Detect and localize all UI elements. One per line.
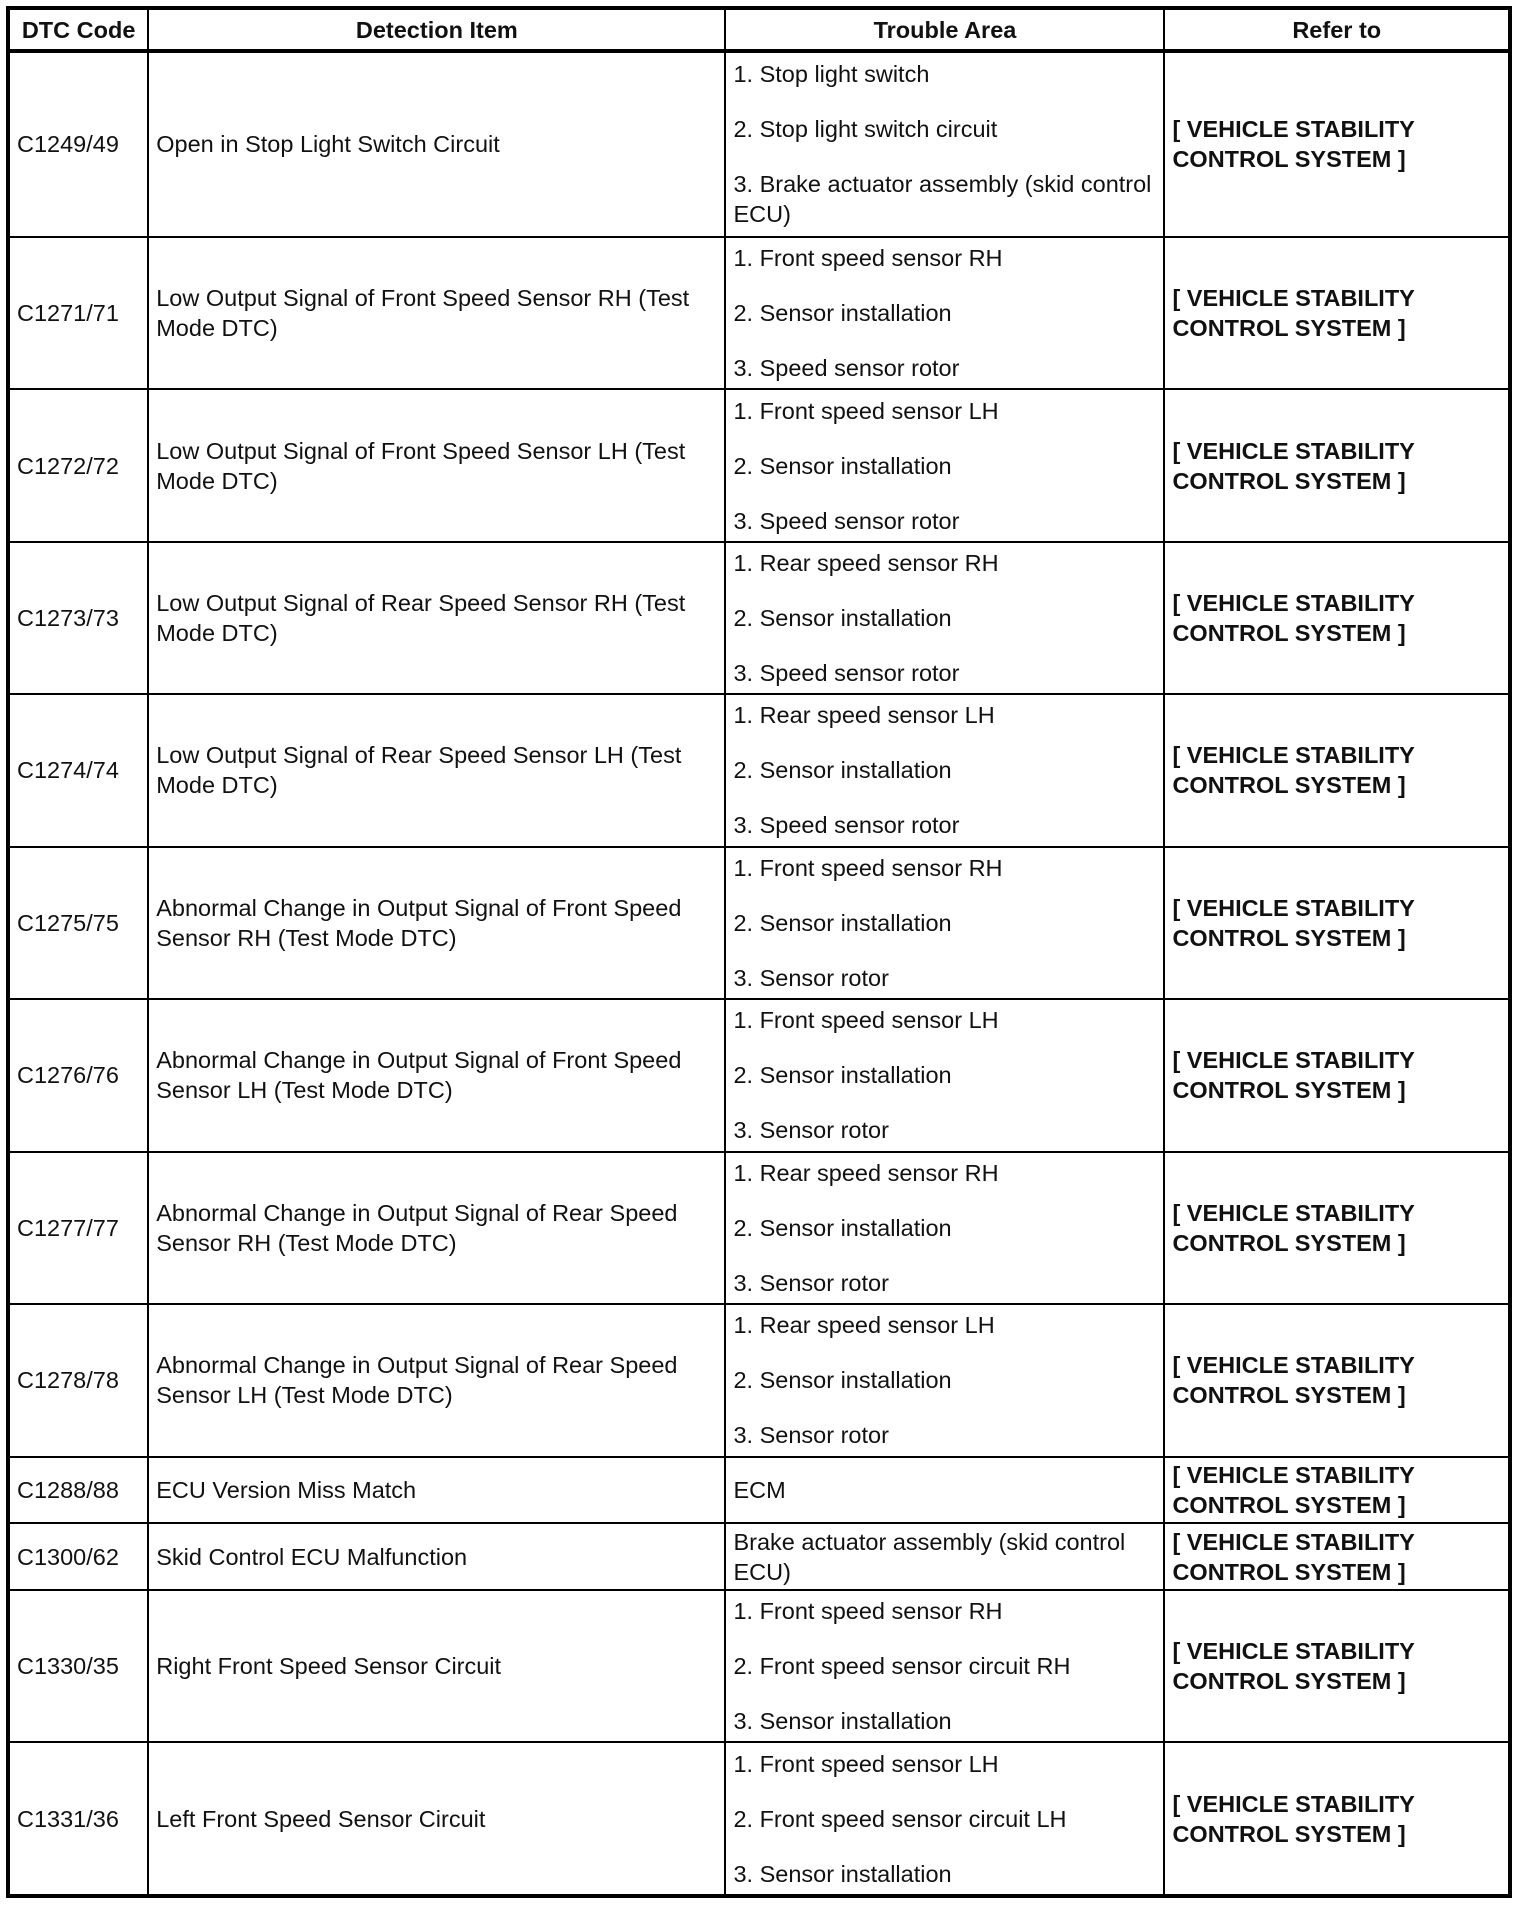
detection-item-cell: Abnormal Change in Output Signal of Front Speed Sensor RH (Test Mode DTC) — [148, 847, 725, 999]
refer-to-cell: [ VEHICLE STABILITY CONTROL SYSTEM ] — [1164, 1523, 1510, 1590]
trouble-area-item: 2. Sensor installation — [733, 757, 952, 784]
detection-item-cell: Right Front Speed Sensor Circuit — [148, 1590, 725, 1742]
table-row — [8, 694, 1510, 846]
trouble-area-list — [733, 548, 1156, 688]
trouble-area-cell — [725, 847, 1164, 999]
dtc-code-cell: C1276/76 — [8, 999, 148, 1151]
trouble-area-list — [733, 1475, 1156, 1505]
trouble-area-cell — [725, 694, 1164, 846]
table-body — [8, 51, 1510, 1896]
trouble-area-item: ECM — [733, 1476, 786, 1503]
refer-to-cell: [ VEHICLE STABILITY CONTROL SYSTEM ] — [1164, 999, 1510, 1151]
refer-to-cell: [ VEHICLE STABILITY CONTROL SYSTEM ] — [1164, 694, 1510, 846]
refer-to-cell: [ VEHICLE STABILITY CONTROL SYSTEM ] — [1164, 51, 1510, 237]
trouble-area-cell — [725, 1590, 1164, 1742]
table-row — [8, 51, 1510, 237]
trouble-area-list — [733, 1596, 1156, 1736]
dtc-code-cell: C1274/74 — [8, 694, 148, 846]
header-dtc-code: DTC Code — [8, 8, 148, 51]
trouble-area-item: 2. Sensor installation — [733, 1214, 952, 1241]
trouble-area-item: 1. Stop light switch — [733, 61, 930, 88]
table-row — [8, 847, 1510, 999]
dtc-code-cell: C1277/77 — [8, 1152, 148, 1304]
dtc-code-cell: C1331/36 — [8, 1742, 148, 1896]
trouble-area-item: 2. Sensor installation — [733, 909, 952, 936]
trouble-area-item: 3. Sensor rotor — [733, 1422, 889, 1449]
trouble-area-cell — [725, 1457, 1164, 1524]
detection-item-cell: Abnormal Change in Output Signal of Rear Speed Sensor RH (Test Mode DTC) — [148, 1152, 725, 1304]
trouble-area-cell — [725, 389, 1164, 541]
detection-item-cell: Abnormal Change in Output Signal of Rear Speed Sensor LH (Test Mode DTC) — [148, 1304, 725, 1456]
trouble-area-list — [733, 1527, 1156, 1587]
trouble-area-item: 1. Rear speed sensor RH — [733, 1159, 999, 1186]
trouble-area-list — [733, 396, 1156, 536]
trouble-area-cell — [725, 237, 1164, 389]
trouble-area-item: 2. Sensor installation — [733, 300, 952, 327]
trouble-area-list — [733, 243, 1156, 383]
table-header — [8, 8, 1510, 51]
trouble-area-list — [733, 700, 1156, 840]
trouble-area-list — [733, 1158, 1156, 1298]
refer-to-cell: [ VEHICLE STABILITY CONTROL SYSTEM ] — [1164, 542, 1510, 694]
trouble-area-item: 1. Front speed sensor LH — [733, 1007, 999, 1034]
trouble-area-cell — [725, 999, 1164, 1151]
refer-to-cell: [ VEHICLE STABILITY CONTROL SYSTEM ] — [1164, 1590, 1510, 1742]
detection-item-cell: Low Output Signal of Front Speed Sensor LH (Test Mode DTC) — [148, 389, 725, 541]
trouble-area-item: 2. Front speed sensor circuit LH — [733, 1805, 1067, 1832]
dtc-code-cell: C1273/73 — [8, 542, 148, 694]
refer-to-cell: [ VEHICLE STABILITY CONTROL SYSTEM ] — [1164, 847, 1510, 999]
refer-to-cell: [ VEHICLE STABILITY CONTROL SYSTEM ] — [1164, 1152, 1510, 1304]
table-row — [8, 1590, 1510, 1742]
trouble-area-cell — [725, 51, 1164, 237]
trouble-area-item: 3. Speed sensor rotor — [733, 507, 960, 534]
table-row — [8, 1457, 1510, 1524]
trouble-area-list — [733, 59, 1156, 229]
refer-to-cell: [ VEHICLE STABILITY CONTROL SYSTEM ] — [1164, 1304, 1510, 1456]
dtc-code-cell: C1272/72 — [8, 389, 148, 541]
header-trouble-area: Trouble Area — [725, 8, 1164, 51]
trouble-area-list — [733, 1005, 1156, 1145]
detection-item-cell: Low Output Signal of Rear Speed Sensor LH (Test Mode DTC) — [148, 694, 725, 846]
trouble-area-cell — [725, 1152, 1164, 1304]
trouble-area-item: 1. Front speed sensor LH — [733, 397, 999, 424]
dtc-table — [6, 6, 1512, 1898]
trouble-area-item: 3. Sensor rotor — [733, 1269, 889, 1296]
table-row — [8, 542, 1510, 694]
detection-item-cell: Low Output Signal of Front Speed Sensor RH (Test Mode DTC) — [148, 237, 725, 389]
trouble-area-item: 3. Brake actuator assembly (skid control ECU) — [733, 171, 1152, 228]
trouble-area-item: 3. Sensor installation — [733, 1860, 952, 1887]
table-row — [8, 237, 1510, 389]
trouble-area-item: 1. Front speed sensor RH — [733, 854, 1003, 881]
table-row — [8, 1152, 1510, 1304]
dtc-code-cell: C1275/75 — [8, 847, 148, 999]
dtc-code-cell: C1278/78 — [8, 1304, 148, 1456]
trouble-area-item: 2. Stop light switch circuit — [733, 116, 998, 143]
dtc-code-cell: C1300/62 — [8, 1523, 148, 1590]
refer-to-cell: [ VEHICLE STABILITY CONTROL SYSTEM ] — [1164, 237, 1510, 389]
trouble-area-item: 3. Sensor rotor — [733, 964, 889, 991]
trouble-area-cell — [725, 1304, 1164, 1456]
refer-to-cell: [ VEHICLE STABILITY CONTROL SYSTEM ] — [1164, 389, 1510, 541]
detection-item-cell: ECU Version Miss Match — [148, 1457, 725, 1524]
refer-to-cell: [ VEHICLE STABILITY CONTROL SYSTEM ] — [1164, 1457, 1510, 1524]
trouble-area-item: 1. Front speed sensor RH — [733, 245, 1003, 272]
trouble-area-item: 3. Sensor rotor — [733, 1117, 889, 1144]
detection-item-cell: Abnormal Change in Output Signal of Front Speed Sensor LH (Test Mode DTC) — [148, 999, 725, 1151]
trouble-area-cell — [725, 542, 1164, 694]
trouble-area-list — [733, 853, 1156, 993]
trouble-area-item: 1. Rear speed sensor LH — [733, 1312, 995, 1339]
trouble-area-item: 1. Rear speed sensor LH — [733, 702, 995, 729]
trouble-area-item: 2. Sensor installation — [733, 452, 952, 479]
dtc-code-cell: C1330/35 — [8, 1590, 148, 1742]
dtc-code-cell: C1271/71 — [8, 237, 148, 389]
detection-item-cell: Open in Stop Light Switch Circuit — [148, 51, 725, 237]
trouble-area-item: 3. Sensor installation — [733, 1708, 952, 1735]
trouble-area-list — [733, 1749, 1156, 1889]
trouble-area-item: 2. Sensor installation — [733, 604, 952, 631]
trouble-area-item: 2. Front speed sensor circuit RH — [733, 1653, 1071, 1680]
dtc-code-cell: C1288/88 — [8, 1457, 148, 1524]
trouble-area-item: 1. Rear speed sensor RH — [733, 549, 999, 576]
header-detection-item: Detection Item — [148, 8, 725, 51]
trouble-area-item: Brake actuator assembly (skid control ECU) — [733, 1528, 1126, 1585]
detection-item-cell: Low Output Signal of Rear Speed Sensor RH (Test Mode DTC) — [148, 542, 725, 694]
trouble-area-item: 2. Sensor installation — [733, 1062, 952, 1089]
trouble-area-list — [733, 1310, 1156, 1450]
header-row — [8, 8, 1510, 51]
trouble-area-item: 2. Sensor installation — [733, 1367, 952, 1394]
trouble-area-cell — [725, 1742, 1164, 1896]
trouble-area-item: 3. Speed sensor rotor — [733, 659, 960, 686]
trouble-area-item: 3. Speed sensor rotor — [733, 812, 960, 839]
detection-item-cell: Skid Control ECU Malfunction — [148, 1523, 725, 1590]
table-row — [8, 999, 1510, 1151]
table-row — [8, 389, 1510, 541]
header-refer-to: Refer to — [1164, 8, 1510, 51]
table-row — [8, 1742, 1510, 1896]
detection-item-cell: Left Front Speed Sensor Circuit — [148, 1742, 725, 1896]
dtc-code-cell: C1249/49 — [8, 51, 148, 237]
trouble-area-item: 3. Speed sensor rotor — [733, 355, 960, 382]
table-row — [8, 1304, 1510, 1456]
trouble-area-item: 1. Front speed sensor RH — [733, 1598, 1003, 1625]
table-row — [8, 1523, 1510, 1590]
trouble-area-item: 1. Front speed sensor LH — [733, 1750, 999, 1777]
refer-to-cell: [ VEHICLE STABILITY CONTROL SYSTEM ] — [1164, 1742, 1510, 1896]
trouble-area-cell — [725, 1523, 1164, 1590]
